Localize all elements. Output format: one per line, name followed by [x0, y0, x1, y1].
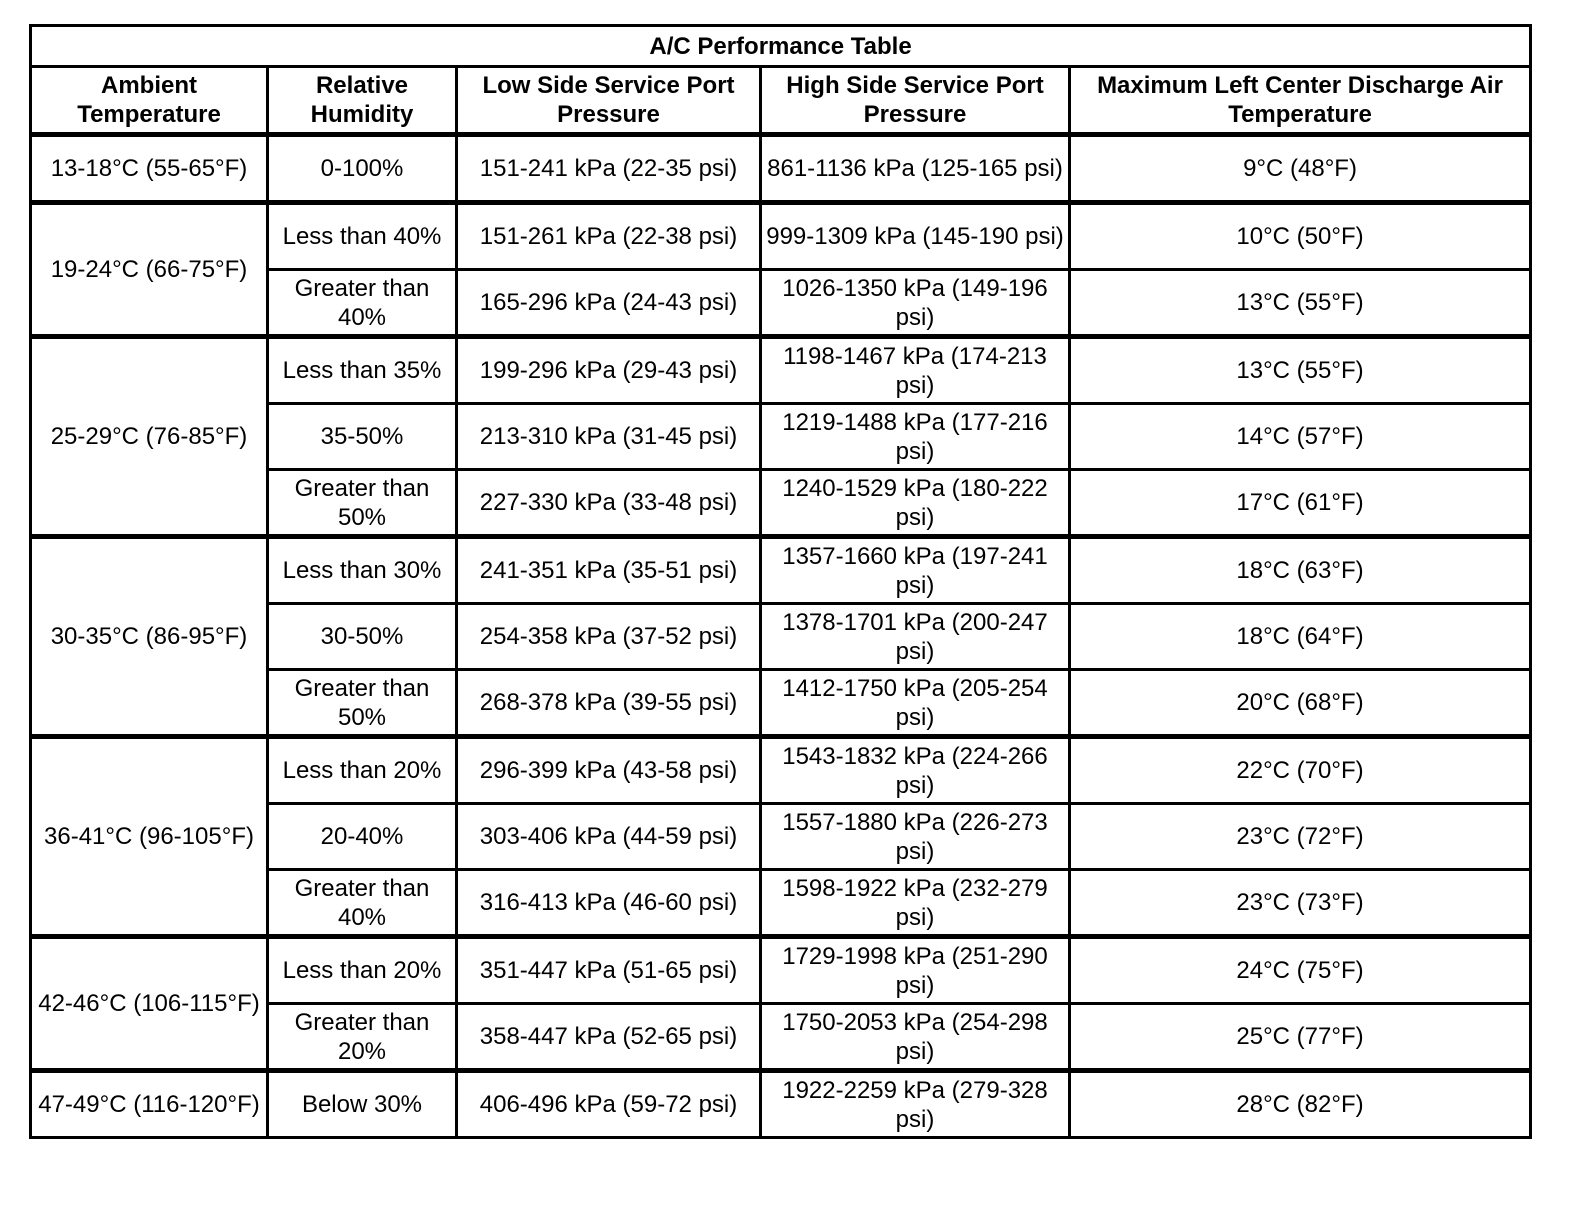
discharge-air-temperature-cell: 18°C (63°F)	[1070, 537, 1531, 604]
table-row	[31, 203, 1531, 270]
header-discharge-air-temperature: Maximum Left Center Discharge Air Temperature	[1070, 67, 1531, 135]
table-row	[31, 537, 1531, 604]
ambient-temperature-cell: 36-41°C (96-105°F)	[31, 737, 268, 937]
high-side-pressure-cell: 861-1136 kPa (125-165 psi)	[761, 135, 1070, 203]
discharge-air-temperature-cell: 18°C (64°F)	[1070, 604, 1531, 670]
high-side-pressure-cell: 1543-1832 kPa (224-266 psi)	[761, 737, 1070, 804]
low-side-pressure-cell: 406-496 kPa (59-72 psi)	[457, 1071, 761, 1138]
low-side-pressure-cell: 316-413 kPa (46-60 psi)	[457, 870, 761, 937]
discharge-air-temperature-cell: 22°C (70°F)	[1070, 737, 1531, 804]
high-side-pressure-cell: 1750-2053 kPa (254-298 psi)	[761, 1004, 1070, 1071]
table-title: A/C Performance Table	[31, 26, 1531, 67]
discharge-air-temperature-cell: 23°C (73°F)	[1070, 870, 1531, 937]
relative-humidity-cell: 35-50%	[268, 404, 457, 470]
relative-humidity-cell: Below 30%	[268, 1071, 457, 1138]
relative-humidity-cell: Less than 35%	[268, 337, 457, 404]
discharge-air-temperature-cell: 24°C (75°F)	[1070, 937, 1531, 1004]
low-side-pressure-cell: 151-241 kPa (22-35 psi)	[457, 135, 761, 203]
ac-performance-table	[29, 24, 1532, 1139]
table-body	[31, 135, 1531, 1138]
high-side-pressure-cell: 1412-1750 kPa (205-254 psi)	[761, 670, 1070, 737]
high-side-pressure-cell: 1557-1880 kPa (226-273 psi)	[761, 804, 1070, 870]
ambient-temperature-cell: 19-24°C (66-75°F)	[31, 203, 268, 337]
discharge-air-temperature-cell: 10°C (50°F)	[1070, 203, 1531, 270]
table-row	[31, 937, 1531, 1004]
relative-humidity-cell: Less than 40%	[268, 203, 457, 270]
relative-humidity-cell: Less than 20%	[268, 737, 457, 804]
discharge-air-temperature-cell: 20°C (68°F)	[1070, 670, 1531, 737]
high-side-pressure-cell: 1026-1350 kPa (149-196 psi)	[761, 270, 1070, 337]
ambient-temperature-cell: 42-46°C (106-115°F)	[31, 937, 268, 1071]
discharge-air-temperature-cell: 13°C (55°F)	[1070, 337, 1531, 404]
high-side-pressure-cell: 1729-1998 kPa (251-290 psi)	[761, 937, 1070, 1004]
high-side-pressure-cell: 999-1309 kPa (145-190 psi)	[761, 203, 1070, 270]
low-side-pressure-cell: 241-351 kPa (35-51 psi)	[457, 537, 761, 604]
ambient-temperature-cell: 30-35°C (86-95°F)	[31, 537, 268, 737]
discharge-air-temperature-cell: 25°C (77°F)	[1070, 1004, 1531, 1071]
header-high-side-pressure: High Side Service Port Pressure	[761, 67, 1070, 135]
low-side-pressure-cell: 303-406 kPa (44-59 psi)	[457, 804, 761, 870]
high-side-pressure-cell: 1219-1488 kPa (177-216 psi)	[761, 404, 1070, 470]
relative-humidity-cell: Greater than 40%	[268, 870, 457, 937]
low-side-pressure-cell: 151-261 kPa (22-38 psi)	[457, 203, 761, 270]
low-side-pressure-cell: 296-399 kPa (43-58 psi)	[457, 737, 761, 804]
table-row	[31, 135, 1531, 203]
low-side-pressure-cell: 351-447 kPa (51-65 psi)	[457, 937, 761, 1004]
table-row	[31, 737, 1531, 804]
header-ambient-temperature: Ambient Temperature	[31, 67, 268, 135]
relative-humidity-cell: Greater than 40%	[268, 270, 457, 337]
discharge-air-temperature-cell: 9°C (48°F)	[1070, 135, 1531, 203]
relative-humidity-cell: Greater than 50%	[268, 470, 457, 537]
table-header-row	[31, 67, 1531, 135]
header-relative-humidity: Relative Humidity	[268, 67, 457, 135]
high-side-pressure-cell: 1378-1701 kPa (200-247 psi)	[761, 604, 1070, 670]
high-side-pressure-cell: 1598-1922 kPa (232-279 psi)	[761, 870, 1070, 937]
discharge-air-temperature-cell: 14°C (57°F)	[1070, 404, 1531, 470]
relative-humidity-cell: 20-40%	[268, 804, 457, 870]
table-row	[31, 337, 1531, 404]
ambient-temperature-cell: 25-29°C (76-85°F)	[31, 337, 268, 537]
relative-humidity-cell: 30-50%	[268, 604, 457, 670]
low-side-pressure-cell: 199-296 kPa (29-43 psi)	[457, 337, 761, 404]
low-side-pressure-cell: 227-330 kPa (33-48 psi)	[457, 470, 761, 537]
relative-humidity-cell: Greater than 20%	[268, 1004, 457, 1071]
high-side-pressure-cell: 1240-1529 kPa (180-222 psi)	[761, 470, 1070, 537]
low-side-pressure-cell: 254-358 kPa (37-52 psi)	[457, 604, 761, 670]
table-row	[31, 1071, 1531, 1138]
discharge-air-temperature-cell: 23°C (72°F)	[1070, 804, 1531, 870]
discharge-air-temperature-cell: 17°C (61°F)	[1070, 470, 1531, 537]
high-side-pressure-cell: 1922-2259 kPa (279-328 psi)	[761, 1071, 1070, 1138]
relative-humidity-cell: Greater than 50%	[268, 670, 457, 737]
high-side-pressure-cell: 1198-1467 kPa (174-213 psi)	[761, 337, 1070, 404]
discharge-air-temperature-cell: 28°C (82°F)	[1070, 1071, 1531, 1138]
low-side-pressure-cell: 358-447 kPa (52-65 psi)	[457, 1004, 761, 1071]
ambient-temperature-cell: 47-49°C (116-120°F)	[31, 1071, 268, 1138]
relative-humidity-cell: Less than 30%	[268, 537, 457, 604]
low-side-pressure-cell: 268-378 kPa (39-55 psi)	[457, 670, 761, 737]
low-side-pressure-cell: 165-296 kPa (24-43 psi)	[457, 270, 761, 337]
high-side-pressure-cell: 1357-1660 kPa (197-241 psi)	[761, 537, 1070, 604]
low-side-pressure-cell: 213-310 kPa (31-45 psi)	[457, 404, 761, 470]
discharge-air-temperature-cell: 13°C (55°F)	[1070, 270, 1531, 337]
relative-humidity-cell: Less than 20%	[268, 937, 457, 1004]
ambient-temperature-cell: 13-18°C (55-65°F)	[31, 135, 268, 203]
table-title-row	[31, 26, 1531, 67]
relative-humidity-cell: 0-100%	[268, 135, 457, 203]
header-low-side-pressure: Low Side Service Port Pressure	[457, 67, 761, 135]
